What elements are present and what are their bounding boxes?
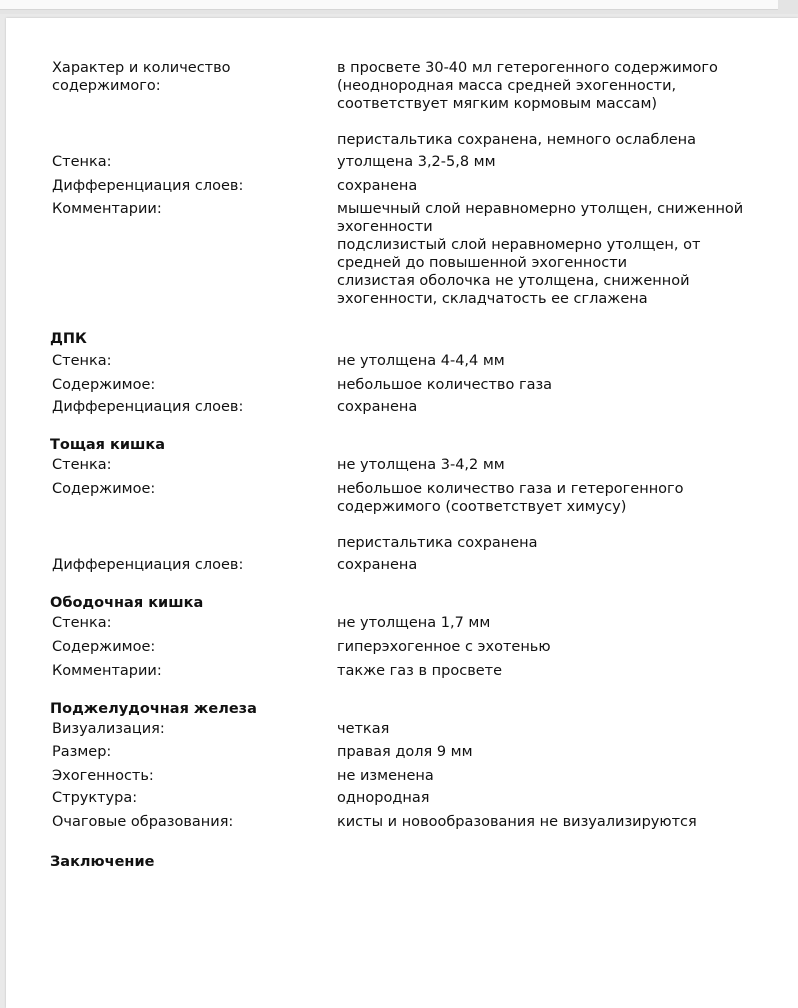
stomach-comments-value xyxy=(337,200,770,308)
jejunum-layers-label: Дифференциация слоев: xyxy=(52,557,244,573)
value-line: содержимого (соответствует химусу) xyxy=(337,499,627,515)
colon-content-label: Содержимое: xyxy=(52,639,156,655)
jejunum-heading: Тощая кишка xyxy=(50,437,166,453)
duodenum-wall-label: Стенка: xyxy=(52,353,112,369)
pancreas-structure-row xyxy=(50,789,770,807)
conclusion-heading: Заключение xyxy=(50,854,155,870)
stomach-layers-value: сохранена xyxy=(337,178,418,194)
colon-wall-label: Стенка: xyxy=(52,615,112,631)
jejunum-wall-label: Стенка: xyxy=(52,457,112,473)
colon-wall-row xyxy=(50,614,770,632)
stomach-peristalsis-value: перистальтика сохранена, немного ослаблена xyxy=(337,132,697,148)
report-content xyxy=(50,59,770,871)
jejunum-wall-row xyxy=(50,456,770,474)
jejunum-layers-row xyxy=(50,556,770,574)
jejunum-layers-value: сохранена xyxy=(337,557,418,573)
colon-comments-row xyxy=(50,662,770,680)
pancreas-focal-row xyxy=(50,813,770,831)
pancreas-size-label: Размер: xyxy=(52,744,112,760)
pancreas-structure-label: Структура: xyxy=(52,790,138,806)
duodenum-layers-row xyxy=(50,398,770,416)
jejunum-peristalsis-row xyxy=(50,534,770,552)
colon-comments-value: также газ в просвете xyxy=(337,663,503,679)
jejunum-peristalsis-value: перистальтика сохранена xyxy=(337,535,538,551)
previous-page-edge xyxy=(0,0,798,14)
pancreas-size-row xyxy=(50,743,770,761)
stomach-wall-label: Стенка: xyxy=(52,154,112,170)
pancreas-echogenicity-row xyxy=(50,767,770,785)
colon-heading: Ободочная кишка xyxy=(50,595,204,611)
stomach-content-label xyxy=(50,59,337,95)
pancreas-structure-value: однородная xyxy=(337,790,430,806)
stomach-comments-row xyxy=(50,200,770,308)
comment-line: средней до повышенной эхогенности xyxy=(337,255,628,271)
duodenum-wall-row xyxy=(50,352,770,370)
report-page xyxy=(6,18,798,1008)
comment-line: мышечный слой неравномерно утолщен, сниженной xyxy=(337,201,744,217)
pancreas-focal-label: Очаговые образования: xyxy=(52,814,234,830)
duodenum-content-value: небольшое количество газа xyxy=(337,377,553,393)
stomach-wall-row xyxy=(50,153,770,171)
duodenum-wall-value: не утолщена 4-4,4 мм xyxy=(337,353,505,369)
pancreas-heading: Поджелудочная железа xyxy=(50,701,257,717)
value-line: (неоднородная масса средней эхогенности, xyxy=(337,78,677,94)
duodenum-content-row xyxy=(50,376,770,394)
pancreas-echogenicity-value: не изменена xyxy=(337,768,434,784)
previous-page-bottom xyxy=(0,0,778,10)
comment-line: эхогенности xyxy=(337,219,433,235)
jejunum-content-label: Содержимое: xyxy=(52,481,156,497)
label-line: Характер и количество xyxy=(52,60,231,76)
pancreas-focal-value: кисты и новообразования не визуализируются xyxy=(337,814,697,830)
stomach-content-value xyxy=(337,59,770,113)
jejunum-wall-value: не утолщена 3-4,2 мм xyxy=(337,457,505,473)
comment-line: эхогенности, складчатость ее сглажена xyxy=(337,291,648,307)
pancreas-size-value: правая доля 9 мм xyxy=(337,744,473,760)
pancreas-echogenicity-label: Эхогенность: xyxy=(52,768,154,784)
stomach-layers-row xyxy=(50,177,770,195)
stomach-peristalsis-row xyxy=(50,131,770,149)
colon-content-row xyxy=(50,638,770,656)
duodenum-heading: ДПК xyxy=(50,331,87,347)
colon-wall-value: не утолщена 1,7 мм xyxy=(337,615,491,631)
colon-comments-label: Комментарии: xyxy=(52,663,162,679)
duodenum-content-label: Содержимое: xyxy=(52,377,156,393)
jejunum-content-row xyxy=(50,480,770,516)
stomach-content-row xyxy=(50,59,770,113)
value-line: в просвете 30-40 мл гетерогенного содержимого xyxy=(337,60,718,76)
stomach-wall-value: утолщена 3,2-5,8 мм xyxy=(337,154,496,170)
duodenum-layers-label: Дифференциация слоев: xyxy=(52,399,244,415)
jejunum-content-value xyxy=(337,480,770,516)
comment-line: подслизистый слой неравномерно утолщен, от xyxy=(337,237,701,253)
stomach-comments-label: Комментарии: xyxy=(52,201,162,217)
comment-line: слизистая оболочка не утолщена, сниженной xyxy=(337,273,690,289)
stomach-layers-label: Дифференциация слоев: xyxy=(52,178,244,194)
colon-content-value: гиперэхогенное с эхотенью xyxy=(337,639,551,655)
label-line: содержимого: xyxy=(52,78,161,94)
value-line: соответствует мягким кормовым массам) xyxy=(337,96,658,112)
duodenum-layers-value: сохранена xyxy=(337,399,418,415)
pancreas-visualization-value: четкая xyxy=(337,721,390,737)
pancreas-visualization-label: Визуализация: xyxy=(52,721,165,737)
pancreas-visualization-row xyxy=(50,720,770,738)
value-line: небольшое количество газа и гетерогенного xyxy=(337,481,684,497)
